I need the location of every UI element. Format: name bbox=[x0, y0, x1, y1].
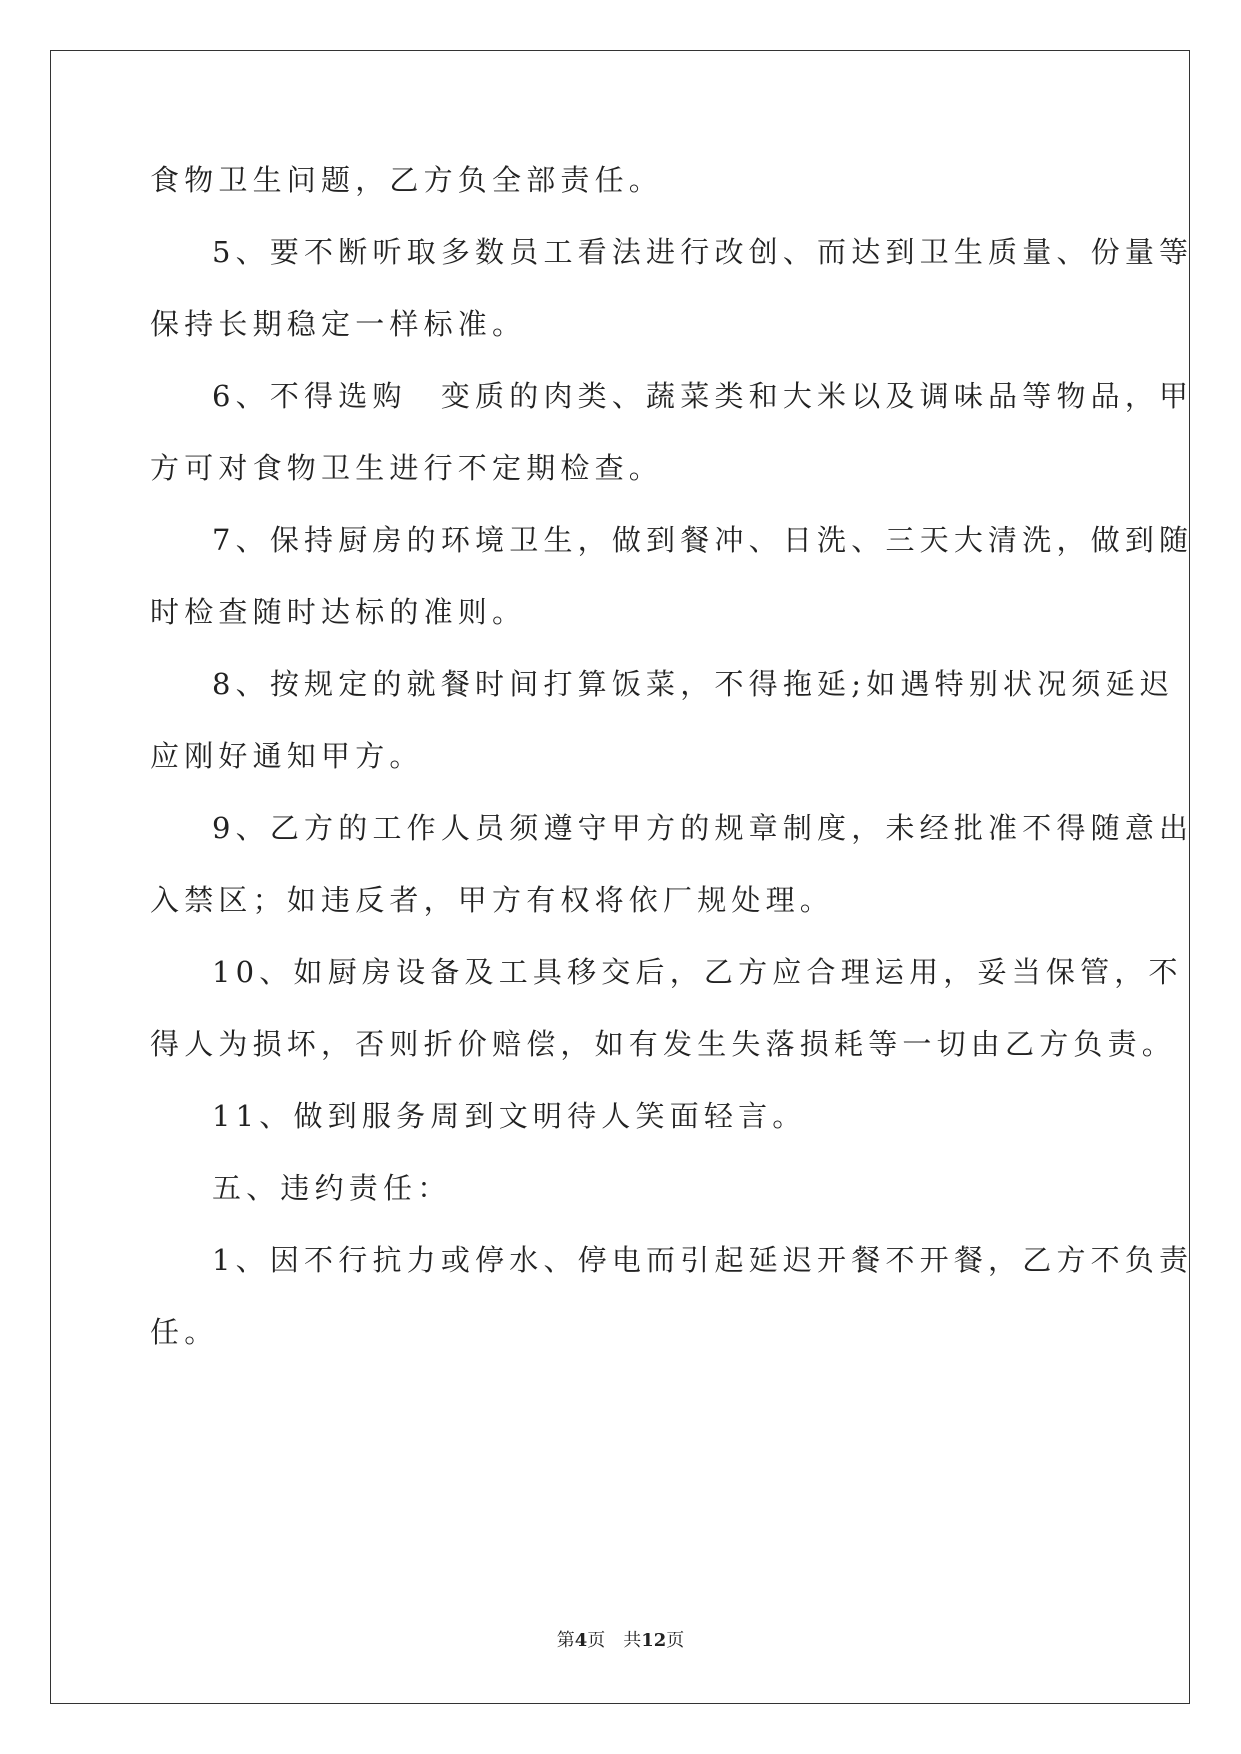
section-heading: 五、违约责任： bbox=[212, 1171, 452, 1205]
current-page-number: 4 bbox=[574, 1630, 588, 1651]
text-line: 入禁区；如违反者，甲方有权将依厂规处理。 bbox=[150, 883, 835, 917]
text-line: 7、保持厨房的环境卫生，做到餐冲、日洗、三天大清洗，做到随 bbox=[212, 523, 1194, 557]
text-line: 保持长期稳定一样标准。 bbox=[150, 307, 527, 341]
text-line: 任。 bbox=[150, 1315, 219, 1349]
text-line: 5、要不断听取多数员工看法进行改创、而达到卫生质量、份量等 bbox=[212, 235, 1194, 269]
total-page-count: 12 bbox=[641, 1630, 667, 1651]
page-border bbox=[50, 50, 1190, 1704]
text-line: 8、按规定的就餐时间打算饭菜，不得拖延;如遇特别状况须延迟 bbox=[212, 667, 1175, 701]
text-line: 6、不得选购 变质的肉类、蔬菜类和大米以及调味品等物品，甲 bbox=[212, 379, 1194, 413]
page-footer bbox=[0, 1626, 1241, 1652]
footer-mid: 页 共 bbox=[587, 1630, 642, 1651]
text-line: 方可对食物卫生进行不定期检查。 bbox=[150, 451, 664, 485]
text-line: 食物卫生问题，乙方负全部责任。 bbox=[150, 163, 664, 197]
text-line: 得人为损坏，否则折价赔偿，如有发生失落损耗等一切由乙方负责。 bbox=[150, 1027, 1177, 1061]
text-line: 11、做到服务周到文明待人笑面轻言。 bbox=[212, 1099, 807, 1133]
text-line: 应刚好通知甲方。 bbox=[150, 739, 424, 773]
text-line: 10、如厨房设备及工具移交后，乙方应合理运用，妥当保管，不 bbox=[212, 955, 1183, 989]
text-line: 时检查随时达标的准则。 bbox=[150, 595, 527, 629]
text-line: 9、乙方的工作人员须遵守甲方的规章制度，未经批准不得随意出 bbox=[212, 811, 1194, 845]
footer-suffix: 页 bbox=[666, 1630, 685, 1651]
text-line: 1、因不行抗力或停水、停电而引起延迟开餐不开餐，乙方不负责 bbox=[212, 1243, 1194, 1277]
footer-prefix: 第 bbox=[556, 1630, 575, 1651]
